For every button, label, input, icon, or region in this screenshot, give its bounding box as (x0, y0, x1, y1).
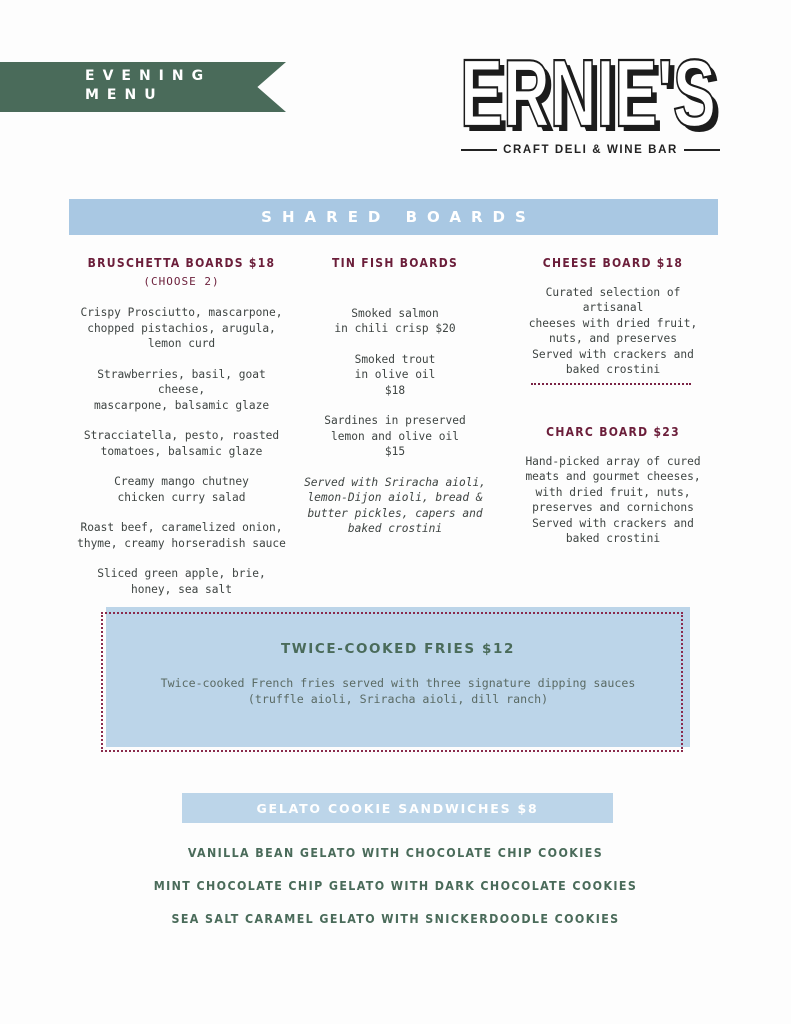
tinfish-title: TIN FISH BOARDS (331, 256, 459, 270)
bruschetta-subtitle: (CHOOSE 2) (143, 274, 220, 288)
bruschetta-item: Crispy Prosciutto, mascarpone, chopped pistachios, arugula, lemon curd (80, 306, 283, 350)
fries-desc-line2: (truffle aioli, Sriracha aioli, dill ranch) (247, 692, 549, 706)
tagline-rule-left (461, 149, 497, 151)
bruschetta-item: Strawberries, basil, goat cheese, mascarpone, balsamic glaze (93, 367, 270, 412)
banner-line-evening: EVENING (85, 68, 212, 84)
tinfish-note: Served with Sriracha aioli, lemon-Dijon aioli, bread & butter pickles, capers and baked crostini (304, 475, 486, 535)
ernies-logo (458, 44, 724, 138)
bruschetta-item: Stracciatella, pesto, roasted tomatoes, balsamic glaze (83, 429, 280, 458)
bruschetta-item: Creamy mango chutney chicken curry salad (114, 475, 249, 504)
tinfish-item: Smoked salmon in chili crisp $20 (334, 306, 456, 335)
cheese-description: Curated selection of artisanal cheeses with dried fruit, nuts, and preserves Served with crackers and baked crostini (528, 285, 698, 376)
bruschetta-item: Roast beef, caramelized onion, thyme, creamy horseradish sauce (77, 521, 286, 550)
tinfish-item: Smoked trout in olive oil $18 (354, 352, 436, 397)
gelato-title: GELATO COOKIE SANDWICHES $8 (256, 800, 539, 816)
cheese-column (512, 256, 714, 378)
fries-description (106, 675, 690, 707)
gelato-item: MINT CHOCOLATE CHIP GELATO WITH DARK CHOCOLATE COOKIES (153, 879, 638, 893)
svg-text:ERNIE'S: ERNIE'S (460, 44, 716, 138)
gelato-item: SEA SALT CARAMEL GELATO WITH SNICKERDOODLE COOKIES (171, 912, 620, 926)
banner-text (85, 67, 211, 105)
gelato-item: VANILLA BEAN GELATO WITH CHOCOLATE CHIP COOKIES (187, 846, 604, 860)
dotted-divider (531, 383, 691, 385)
bruschetta-item: Sliced green apple, brie, honey, sea salt (97, 567, 266, 596)
tinfish-column (290, 256, 500, 537)
svg-text:ERNIE'S: ERNIE'S (465, 45, 721, 138)
charc-description: Hand-picked array of cured meats and gourmet cheeses, with dried fruit, nuts, preserves and cornichons Served with crackers and baked crostini (525, 454, 701, 545)
tinfish-item: Sardines in preserved lemon and olive oil $15 (324, 414, 466, 458)
logo-tagline (461, 140, 720, 160)
charc-title: CHARC BOARD $23 (546, 425, 680, 439)
gelato-list (0, 844, 791, 943)
bruschetta-column (75, 256, 288, 597)
shared-boards-header (69, 199, 718, 235)
bruschetta-title: BRUSCHETTA BOARDS $18 (87, 256, 276, 270)
banner-line-menu: MENU (85, 87, 164, 103)
cheese-title: CHEESE BOARD $18 (542, 256, 684, 270)
tagline-text: CRAFT DELI & WINE BAR (503, 144, 678, 156)
charc-column (512, 425, 714, 547)
fries-desc-line1: Twice-cooked French fries served with three signature dipping sauces (160, 676, 636, 690)
tagline-rule-right (684, 149, 720, 151)
fries-title: TWICE-COOKED FRIES $12 (281, 641, 515, 657)
shared-boards-title: SHARED BOARDS (261, 208, 536, 226)
gelato-header (182, 793, 613, 823)
